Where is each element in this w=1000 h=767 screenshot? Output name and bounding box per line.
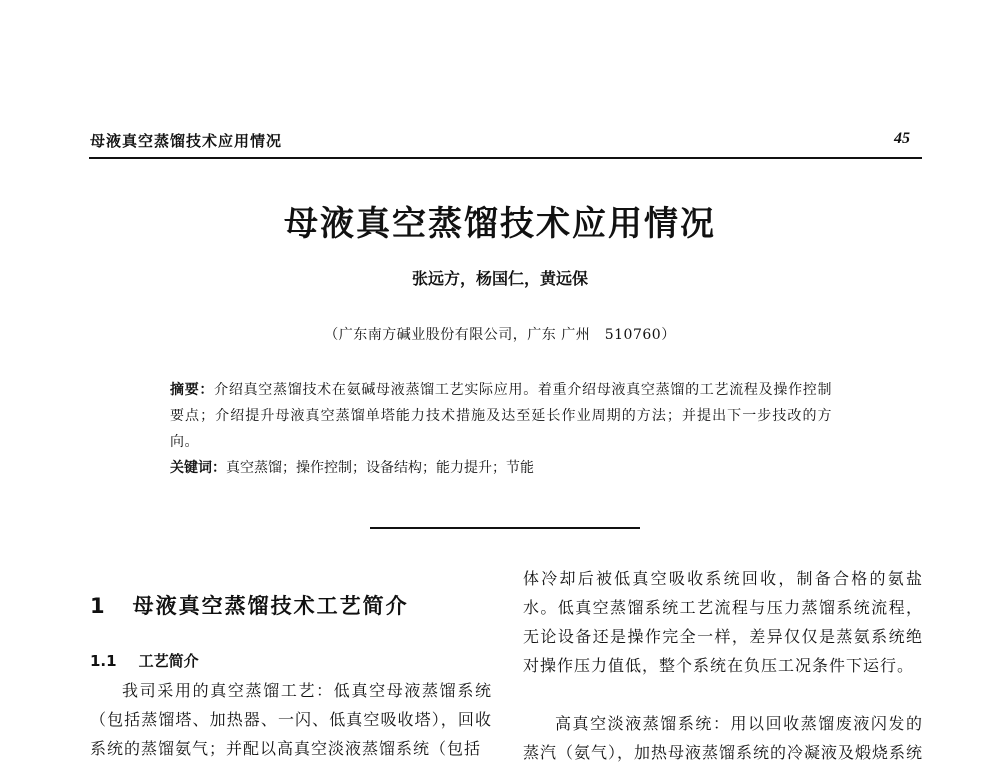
- article-title: 母液真空蒸馏技术应用情况: [284, 204, 716, 244]
- subsection-1-1-heading: [90, 650, 199, 671]
- header-rule: [89, 157, 922, 159]
- section-1-number: 1: [90, 594, 107, 618]
- keywords-label: 关键词：: [170, 460, 226, 476]
- abstract-label: 摘要：: [170, 382, 215, 398]
- page-number: 45: [894, 130, 910, 147]
- right-column-paragraph-2: 高真空淡液蒸馏系统：用以回收蒸馏废液闪发的蒸汽（氨气），加热母液蒸馏系统的冷凝液及煅烧系统: [523, 714, 924, 762]
- subsection-1-1-number: 1.1: [90, 652, 117, 670]
- section-1-heading: [90, 590, 409, 620]
- subsection-1-1-title: 工艺简介: [138, 652, 199, 670]
- section-1-title: 母液真空蒸馏技术工艺简介: [132, 594, 409, 618]
- keywords-text: 真空蒸馏；操作控制；设备结构；能力提升；节能: [226, 460, 534, 476]
- article-affiliation: （广东南方碱业股份有限公司，广东 广州 510760）: [324, 327, 676, 343]
- running-head-title: 母液真空蒸馏技术应用情况: [90, 132, 283, 150]
- right-column-paragraph-1: 体冷却后被低真空吸收系统回收，制备合格的氨盐水。低真空蒸馏系统工艺流程与压力蒸馏系统流程，无论设备还是操作完全一样，差异仅仅是蒸氨系统绝对操作压力值低，整个系统在负压工况条件下运行。: [523, 569, 923, 675]
- abstract: [170, 377, 832, 455]
- left-column-paragraph: 我司采用的真空蒸馏工艺：低真空母液蒸馏系统（包括蒸馏塔、加热器、一闪、低真空吸收塔），回收系统的蒸馏氨气；并配以高真空淡液蒸馏系统（包括: [90, 681, 492, 758]
- abstract-divider: [370, 527, 640, 529]
- abstract-text: 介绍真空蒸馏技术在氨碱母液蒸馏工艺实际应用。着重介绍母液真空蒸馏的工艺流程及操作控制要点；介绍提升母液真空蒸馏单塔能力技术措施及达至延长作业周期的方法；并提出下一步技改的方向。: [170, 382, 833, 450]
- article-authors: 张远方，杨国仁，黄远保: [411, 269, 588, 288]
- keywords: [170, 455, 832, 481]
